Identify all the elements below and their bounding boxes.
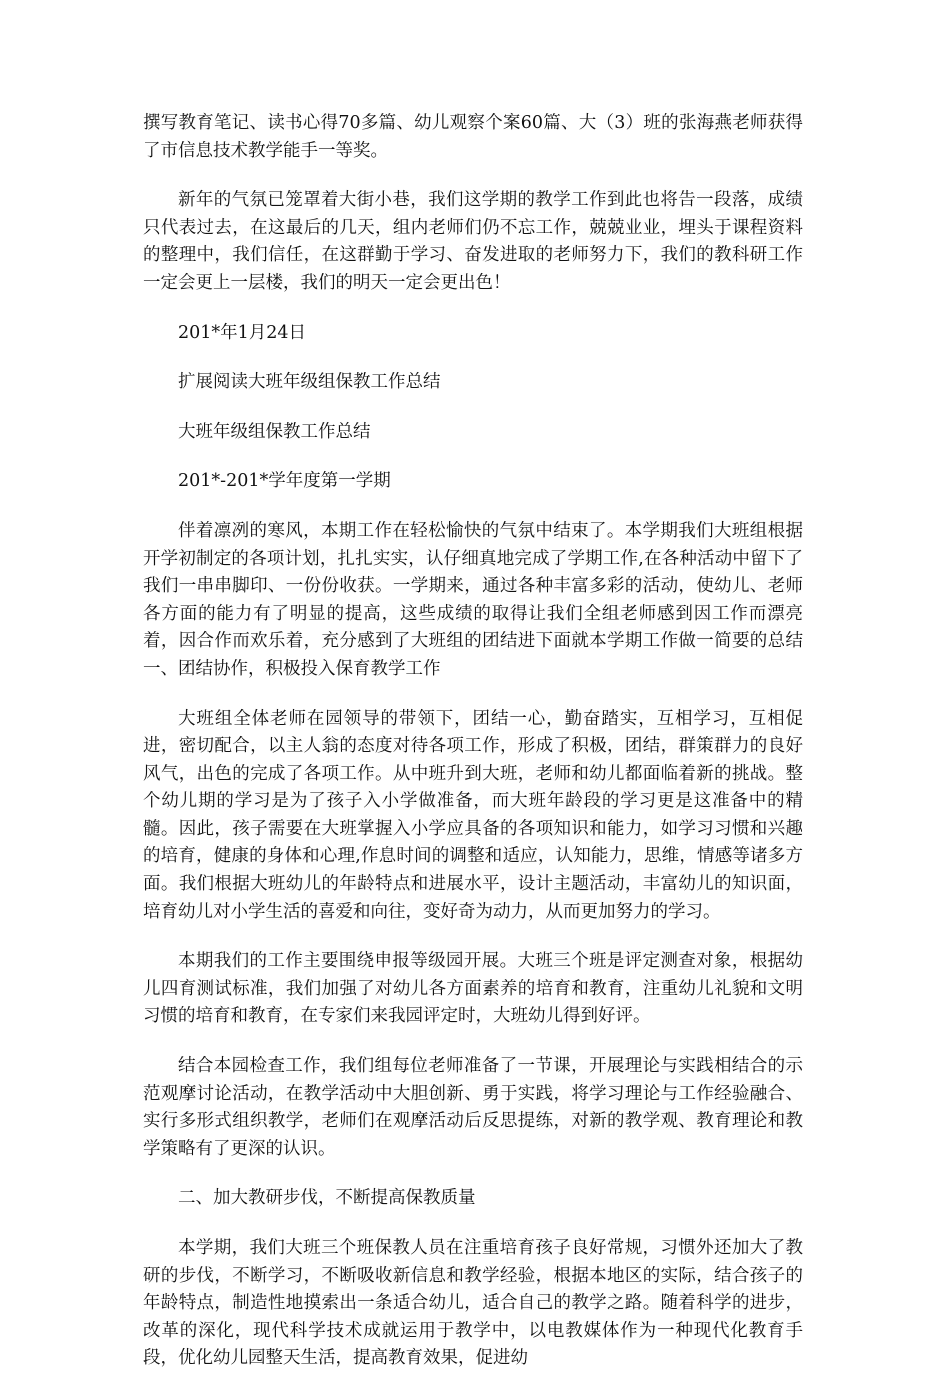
term-line: 201*-201*学年度第一学期 (178, 471, 391, 492)
section-title: 大班年级组保教工作总结 (178, 421, 371, 442)
document-body (143, 110, 803, 1395)
paragraph-evaluation: 本期我们的工作主要围绕申报等级园开展。大班三个班是评定测查对象，根据幼儿四育测试标准，我们加强了对幼儿各方面素养的培育和教育，注重幼儿礼貌和文明习惯的培育和教育，在专家们来我园评定时，大班幼儿得到好评。 (143, 951, 803, 1027)
paragraph-intro: 伴着凛冽的寒风，本期工作在轻松愉快的气氛中结束了。本学期我们大班组根据开学初制定的各项计划，扎扎实实，认仔细真地完成了学期工作,在各种活动中留下了我们一串串脚印、一份份收获。一学期来，通过各种丰富多彩的活动，使幼儿、老师各方面的能力有了明显的提高，这些成绩的取得让我们全组老师感到因工作而漂亮着，因合作而欢乐着，充分感到了大班组的团结进下面就本学期工作做一简要的总结一、团结协作，积极投入保育教学工作 (143, 520, 803, 679)
section-heading-research: 二、加大教研步伐，不断提高保教质量 (178, 1188, 476, 1209)
paragraph-research: 本学期，我们大班三个班保教人员在注重培育孩子良好常规，习惯外还加大了教研的步伐，不断学习，不断吸收新信息和教学经验，根据本地区的实际，结合孩子的年龄特点，制造性地摸索出一条适合幼儿，适合自己的教学之路。随着科学的进步，改革的深化，现代科学技术成就运用于教学中，以电教媒体作为一种现代化教育手段，优化幼儿园整天生活，提高教育效果，促进幼 (143, 1238, 803, 1369)
extended-reading-heading: 扩展阅读大班年级组保教工作总结 (178, 372, 441, 393)
paragraph-teamwork: 大班组全体老师在园领导的带领下，团结一心，勤奋踏实，互相学习，互相促进，密切配合，以主人翁的态度对待各项工作，形成了积极，团结，群策群力的良好风气，出色的完成了各项工作。从中班升到大班，老师和幼儿都面临着新的挑战。整个幼儿期的学习是为了孩子入小学做准备，而大班年龄段的学习更是这准备中的精髓。因此，孩子需要在大班掌握入小学应具备的各项知识和能力，如学习习惯和兴趣的培育，健康的身体和心理,作息时间的调整和适应，认知能力，思维，情感等诸多方面。我们根据大班幼儿的年龄特点和进展水平，设计主题活动，丰富幼儿的知识面，培育幼儿对小学生活的喜爱和向往，变好奇为动力，从而更加努力的学习。 (143, 708, 803, 922)
date-line: 201*年1月24日 (178, 322, 307, 343)
paragraph-demo-lessons: 结合本园检查工作，我们组每位老师准备了一节课，开展理论与实践相结合的示范观摩讨论活动，在教学活动中大胆创新、勇于实践，将学习理论与工作经验融合、实行多形式组织教学，老师们在观摩活动后反思提练，对新的教学观、教育理论和教学策略有了更深的认识。 (143, 1056, 803, 1159)
paragraph-new-year: 新年的气氛已笼罩着大街小巷，我们这学期的教学工作到此也将告一段落，成绩只代表过去，在这最后的几天，组内老师们仍不忘工作，兢兢业业，埋头于课程资料的整理中，我们信任，在这群勤于学习、奋发进取的老师努力下，我们的教科研工作一定会更上一层楼，我们的明天一定会更出色！ (143, 190, 803, 293)
paragraph-continued: 撰写教育笔记、读书心得70多篇、幼儿观察个案60篇、大（3）班的张海燕老师获得了市信息技术教学能手一等奖。 (143, 113, 803, 161)
